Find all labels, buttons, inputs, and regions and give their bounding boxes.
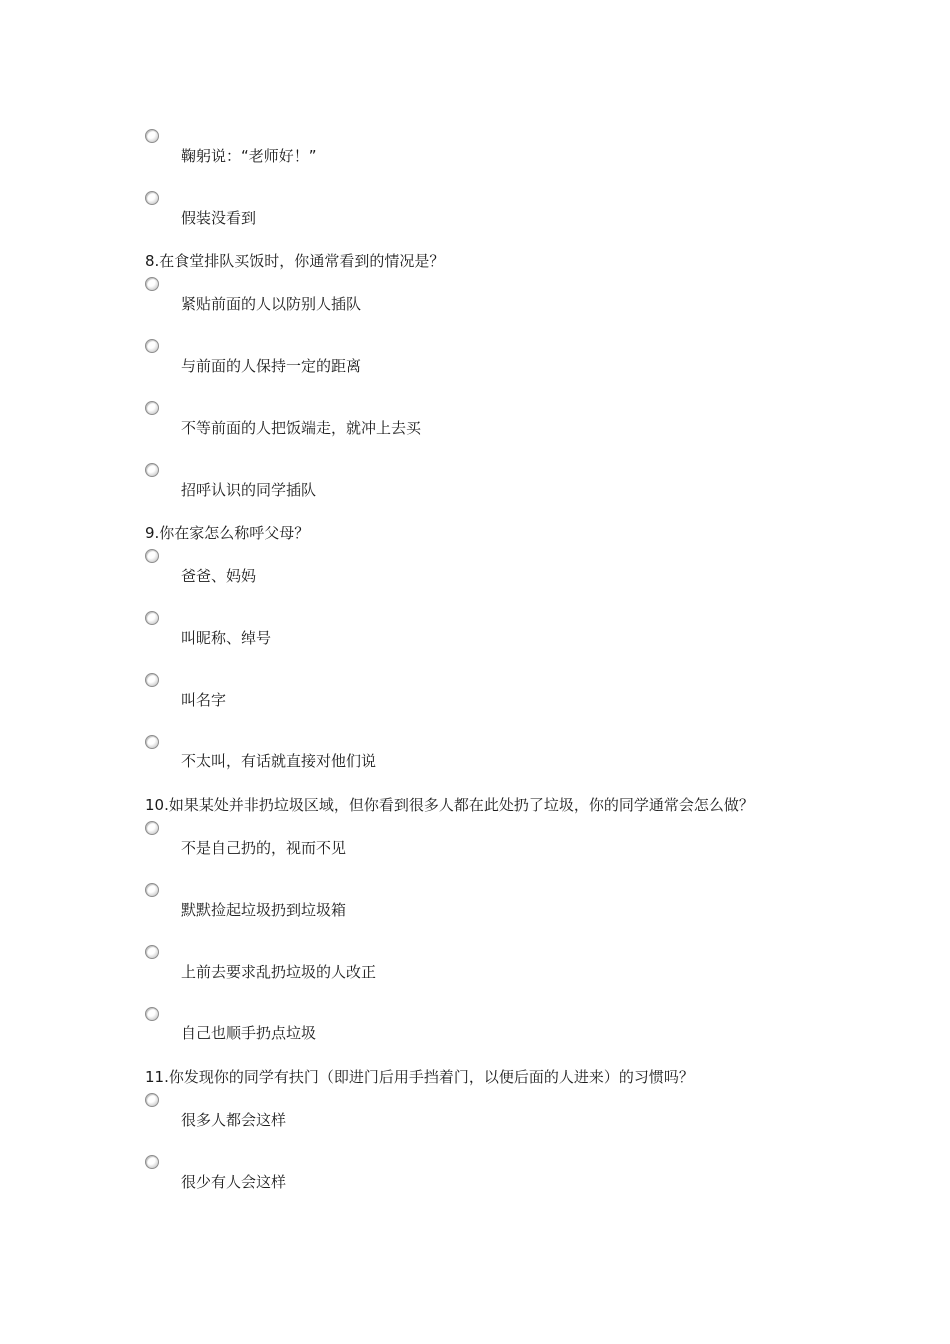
- option-label: 叫名字: [181, 691, 227, 709]
- radio-q9-option-4[interactable]: [145, 735, 159, 749]
- option-label: 不等前面的人把饭端走，就冲上去买: [181, 419, 422, 437]
- radio-q8-option-2[interactable]: [145, 339, 159, 353]
- radio-q8-option-3[interactable]: [145, 401, 159, 415]
- option-label: 紧贴前面的人以防别人插队: [181, 295, 362, 313]
- radio-q8-option-4[interactable]: [145, 463, 159, 477]
- radio-q9-option-2[interactable]: [145, 611, 159, 625]
- radio-q7-option-1[interactable]: [145, 129, 159, 143]
- option-label: 不是自己扔的，视而不见: [181, 839, 347, 857]
- radio-q10-option-3[interactable]: [145, 945, 159, 959]
- radio-q10-option-1[interactable]: [145, 821, 159, 835]
- option-label: 与前面的人保持一定的距离: [181, 357, 362, 375]
- option-label: 鞠躬说：“老师好！”: [181, 147, 317, 165]
- option-label: 自己也顺手扔点垃圾: [181, 1024, 317, 1042]
- question-title-11: 11.你发现你的同学有扶门（即进门后用手挡着门，以便后面的人进来）的习惯吗？: [145, 1068, 694, 1086]
- option-label: 招呼认识的同学插队: [181, 481, 317, 499]
- option-label: 很多人都会这样: [181, 1111, 287, 1129]
- radio-q8-option-1[interactable]: [145, 277, 159, 291]
- radio-q10-option-4[interactable]: [145, 1007, 159, 1021]
- question-title-9: 9.你在家怎么称呼父母？: [145, 524, 310, 542]
- option-label: 不太叫，有话就直接对他们说: [181, 752, 377, 770]
- radio-q9-option-1[interactable]: [145, 549, 159, 563]
- question-title-10: 10.如果某处并非扔垃圾区域，但你看到很多人都在此处扔了垃圾，你的同学通常会怎么做？: [145, 796, 754, 814]
- option-label: 很少有人会这样: [181, 1173, 287, 1191]
- question-title-8: 8.在食堂排队买饭时，你通常看到的情况是？: [145, 252, 445, 270]
- radio-q11-option-1[interactable]: [145, 1093, 159, 1107]
- option-label: 叫昵称、绰号: [181, 629, 272, 647]
- radio-q9-option-3[interactable]: [145, 673, 159, 687]
- radio-q11-option-2[interactable]: [145, 1155, 159, 1169]
- option-label: 爸爸、妈妈: [181, 567, 257, 585]
- radio-q7-option-2[interactable]: [145, 191, 159, 205]
- option-label: 上前去要求乱扔垃圾的人改正: [181, 963, 377, 981]
- option-label: 默默捡起垃圾扔到垃圾箱: [181, 901, 347, 919]
- radio-q10-option-2[interactable]: [145, 883, 159, 897]
- option-label: 假装没看到: [181, 209, 257, 227]
